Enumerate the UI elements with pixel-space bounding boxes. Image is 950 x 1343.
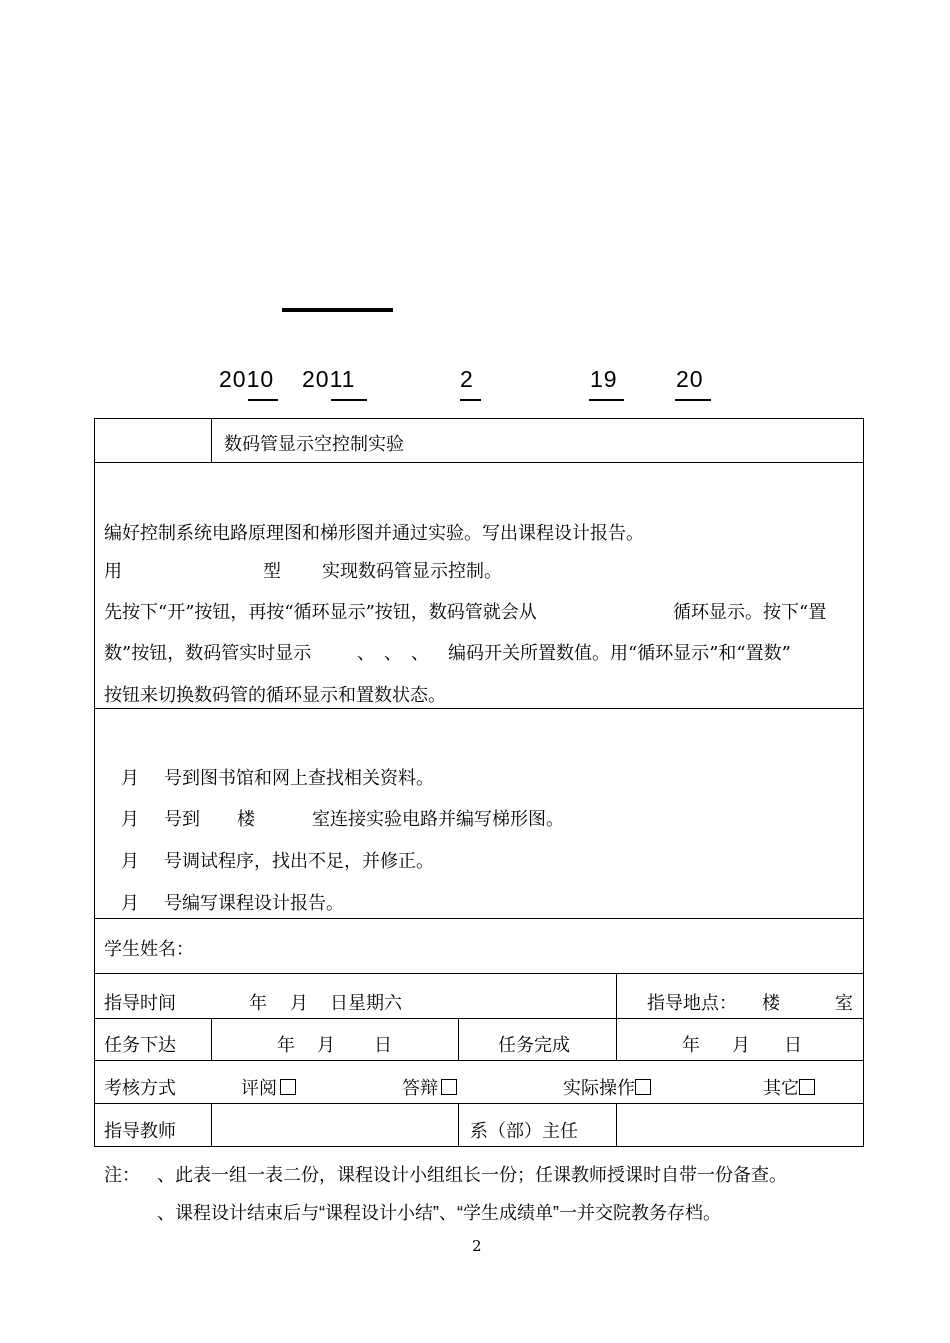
exam-option-label: 实际操作 [563, 1078, 635, 1098]
requirement-text: 循环显示。按下“置 [673, 602, 827, 623]
week-start: 19 [590, 366, 618, 392]
dept-head-label: 系（部）主任 [470, 1121, 578, 1141]
underline [331, 399, 367, 401]
week-end: 20 [676, 366, 704, 392]
exam-option-other[interactable] [763, 1074, 815, 1100]
schedule-text: 室连接实验电路并编写梯形图。 [312, 809, 564, 830]
exam-option-practice[interactable] [563, 1074, 651, 1100]
assign-day: 日 [374, 1035, 392, 1055]
schedule-month: 月 [121, 893, 139, 914]
guide-time-year: 年 [249, 993, 267, 1013]
assign-label: 任务下达 [104, 1035, 176, 1055]
exam-label: 考核方式 [104, 1078, 176, 1098]
schedule-building: 楼 [237, 809, 255, 830]
schedule-month: 月 [121, 851, 139, 872]
schedule-text: 号编写课程设计报告。 [164, 893, 344, 914]
requirement-text: 、 [384, 643, 402, 664]
student-name-label: 学生姓名： [104, 939, 194, 959]
requirement-text: 按钮来切换数码管的循环显示和置数状态。 [104, 685, 446, 706]
checkbox[interactable] [635, 1079, 651, 1095]
year-end: 2011 [302, 366, 356, 392]
note-line-2: 、课程设计结束后与“课程设计小结”、“学生成绩单”一并交院教务存档。 [157, 1203, 721, 1223]
checkbox[interactable] [799, 1079, 815, 1095]
complete-year: 年 [682, 1035, 700, 1055]
exam-option-label: 答辩 [402, 1078, 438, 1098]
requirement-text: 用 [104, 561, 122, 582]
requirement-text: 先按下“开”按钮，再按“循环显示”按钮，数码管就会从 [104, 602, 537, 623]
complete-day: 日 [784, 1035, 802, 1055]
requirement-text: 实现数码管显示控制。 [322, 561, 502, 582]
schedule-month: 月 [121, 768, 139, 789]
semester-number: 2 [460, 366, 474, 392]
underline [675, 399, 711, 401]
page-number: 2 [472, 1237, 482, 1255]
underline [460, 399, 481, 401]
underline [589, 399, 624, 401]
underline [248, 399, 278, 401]
exam-option-label: 其它 [763, 1078, 799, 1098]
requirement-text: 型 [263, 561, 281, 582]
year-start: 2010 [219, 366, 275, 392]
checkbox[interactable] [280, 1079, 296, 1095]
guide-place-room: 室 [835, 993, 853, 1013]
schedule-text: 号到 [164, 809, 200, 830]
title-underline [282, 308, 393, 312]
assign-year: 年 [277, 1035, 295, 1055]
complete-month: 月 [732, 1035, 750, 1055]
requirement-text: 编码开关所置数值。用“循环显示”和“置数” [448, 643, 791, 664]
schedule-month: 月 [121, 809, 139, 830]
complete-label: 任务完成 [498, 1035, 570, 1055]
exam-option-defense[interactable] [402, 1074, 457, 1100]
topic-value: 数码管显示空控制实验 [224, 434, 404, 455]
checkbox[interactable] [441, 1079, 457, 1095]
teacher-label: 指导教师 [104, 1121, 176, 1141]
requirement-line: 编好控制系统电路原理图和梯形图并通过实验。写出课程设计报告。 [104, 523, 644, 544]
note-line-1: 、此表一组一表二份，课程设计小组组长一份；任课教师授课时自带一份备查。 [157, 1165, 787, 1185]
guide-place-label: 指导地点： [647, 993, 737, 1013]
exam-option-review[interactable] [241, 1074, 296, 1100]
exam-option-label: 评阅 [241, 1078, 277, 1098]
schedule-text: 号调试程序，找出不足，并修正。 [164, 851, 434, 872]
guide-time-month: 月 [290, 993, 308, 1013]
requirement-text: 数”按钮，数码管实时显示 [104, 643, 312, 664]
guide-time-day: 日星期六 [330, 993, 402, 1013]
guide-time-label: 指导时间 [104, 993, 176, 1013]
requirement-text: 、 [411, 643, 429, 664]
assign-month: 月 [317, 1035, 335, 1055]
notes-prefix: 注： [104, 1165, 140, 1185]
guide-place-building: 楼 [762, 993, 780, 1013]
requirement-text: 、 [357, 643, 375, 664]
schedule-text: 号到图书馆和网上查找相关资料。 [164, 768, 434, 789]
